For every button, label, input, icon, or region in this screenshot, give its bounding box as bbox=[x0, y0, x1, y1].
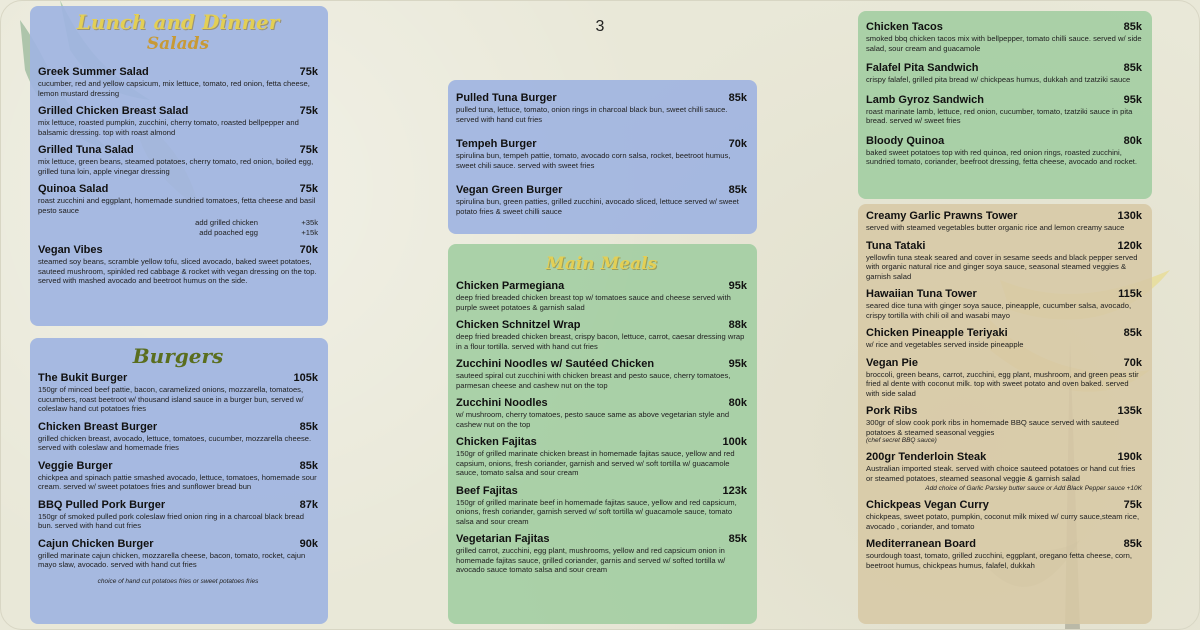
item-description: deep fried breaded chicken breast, crispy bacon, lettuce, carrot, caesar dressing wrap in a flour tortilla. served with hand cut fries bbox=[456, 332, 745, 351]
item-price: 70k bbox=[299, 244, 318, 256]
lunch-dinner-title: Lunch and Dinner bbox=[76, 10, 280, 34]
burgers-heading: Burgers bbox=[132, 344, 224, 368]
item-price: 130k bbox=[1117, 210, 1142, 222]
item-description: w/ rice and vegetables served inside pineapple bbox=[866, 340, 1024, 349]
item-name: Grilled Tuna Salad bbox=[38, 144, 134, 156]
item-price: 75k bbox=[299, 105, 318, 117]
item-description: roast marinate lamb, lettuce, red onion, cucumber, tomato, tzatziki sauce in pita bread. served w/ sweet fries bbox=[866, 106, 1133, 125]
item-description: Australian imported steak. served with choice sauteed potatoes or hand cut fries or steamed potatoes, steamed seasonal veggie & garnish salad bbox=[866, 464, 1136, 483]
item-name: Chicken Tacos bbox=[866, 21, 943, 33]
item-price: 90k bbox=[299, 537, 318, 550]
item-name: Hawaiian Tuna Tower bbox=[866, 288, 977, 300]
item-description: deep fried breaded chicken breast top w/ tomatoes sauce and cheese served with purple sweet potatoes & garnish salad bbox=[456, 293, 731, 312]
item-description: crispy falafel, grilled pita bread w/ chickpeas humus, dukkah and tzatziki sauce bbox=[866, 75, 1131, 84]
item-description: 150gr of smoked pulled pork coleslaw fried onion ring in a charcoal black bread bun. served with hand cut fries bbox=[38, 511, 304, 530]
item-price: 85k bbox=[1123, 538, 1142, 550]
item-price: 95k bbox=[1123, 93, 1142, 106]
item-name: Vegan Vibes bbox=[38, 244, 103, 256]
item-description: chickpeas, sweet potato, pumpkin, coconut milk mixed w/ curry sauce,steam rice, avocado , coriander, and tomato bbox=[866, 512, 1140, 531]
salads-heading: Salads bbox=[146, 34, 210, 54]
item-name: Bloody Quinoa bbox=[866, 134, 945, 147]
item-description: 150gr of minced beef pattie, bacon, caramelized onions, mozzarella, tomatoes, cucumbers, roast beetroot w/ thousand island sauce in a burger bun, served w/ coleslaw hand cut potatoes fries bbox=[38, 385, 304, 413]
item-name: Cajun Chicken Burger bbox=[38, 537, 154, 550]
item-price: 95k bbox=[728, 358, 747, 370]
item-name: Chicken Parmegiana bbox=[456, 280, 565, 292]
addon-price: +15k bbox=[301, 227, 318, 237]
item-name: Vegan Pie bbox=[866, 356, 918, 369]
item-price: 70k bbox=[728, 138, 747, 150]
item-price: 95k bbox=[728, 280, 747, 292]
item-description: spirulina bun, tempeh pattie, tomato, avocado corn salsa, rocket, beetroot humus, sweet chili sauce. served with sweet fries bbox=[456, 151, 731, 170]
item-price: 75k bbox=[299, 183, 318, 195]
item-note: (chef secret BBQ sauce) bbox=[866, 437, 937, 444]
item-price: 85k bbox=[728, 92, 747, 104]
item-name: Lamb Gyroz Sandwich bbox=[866, 93, 984, 106]
item-description: pulled tuna, lettuce, tomato, onion rings in charcoal black bun, sweet chilli sauce. served with hand cut fries bbox=[456, 105, 728, 124]
item-description: chickpea and spinach pattie smashed avocado, lettuce, tomatoes, homemade sour cream. served w/ sweet potatoes fries and sunflower bread bun bbox=[38, 472, 317, 491]
item-name: Beef Fajitas bbox=[456, 484, 518, 497]
item-name: Chicken Fajitas bbox=[456, 436, 537, 448]
addon-label: add poached egg bbox=[199, 227, 258, 237]
item-price: 105k bbox=[293, 372, 318, 384]
item-name: Zucchini Noodles bbox=[456, 397, 548, 409]
item-name: Tuna Tataki bbox=[866, 239, 926, 252]
addon-label: add grilled chicken bbox=[195, 218, 258, 227]
item-price: 85k bbox=[728, 533, 747, 545]
item-price: 75k bbox=[299, 144, 318, 156]
item-price: 87k bbox=[299, 498, 318, 511]
item-price: 80k bbox=[1123, 134, 1142, 147]
item-name: Chickpeas Vegan Curry bbox=[866, 499, 989, 511]
item-price: 135k bbox=[1117, 405, 1142, 417]
item-description: cucumber, red and yellow capsicum, mix lettuce, tomato, red onion, fetta cheese, lemon mustard dressing bbox=[38, 79, 310, 98]
item-name: Zucchini Noodles w/ Sautéed Chicken bbox=[456, 358, 655, 370]
item-description: spirulina bun, green patties, grilled zucchini, avocado sliced, lettuce served w/ sweet potato fries & sweet chilli sauce bbox=[456, 197, 739, 216]
item-name: BBQ Pulled Pork Burger bbox=[38, 498, 166, 511]
item-price: 75k bbox=[299, 66, 318, 78]
item-name: 200gr Tenderloin Steak bbox=[866, 451, 987, 463]
item-price: 85k bbox=[299, 459, 318, 472]
item-description: 150gr of grilled marinate chicken breast in homemade fajitas sauce, yellow and red capsium, onions, fresh coriander, garnish and served w/ soft tortilla w/ guacamole sauce, tomato salsa and sour cream bbox=[456, 449, 735, 477]
item-description: sourdough toast, tomato, grilled zucchini, eggplant, oregano fetta cheese, corn, beetroot humus, chickpeas humus, falafel, dukkah bbox=[866, 551, 1132, 570]
item-price: 70k bbox=[1123, 356, 1142, 369]
main-meals-heading: Main Meals bbox=[545, 254, 658, 274]
item-name: Chicken Schnitzel Wrap bbox=[456, 319, 581, 331]
item-price: 80k bbox=[728, 397, 747, 409]
item-description: 150gr of grilled marinate beef in homemade fajitas sauce, yellow and red capsicum, onions, fresh coriander, garnish served w/ soft tortilla w/ guacamole sauce, tomato salsa and sour cream bbox=[456, 497, 737, 526]
item-note: Add choice of Garlic Parsley butter sauce or Add Black Pepper sauce +10K bbox=[925, 485, 1142, 492]
item-price: 85k bbox=[1123, 62, 1142, 74]
item-price: 115k bbox=[1118, 288, 1142, 300]
page-number: 3 bbox=[595, 18, 605, 35]
item-name: Chicken Breast Burger bbox=[38, 420, 158, 433]
item-price: 85k bbox=[299, 420, 318, 433]
item-name: Vegan Green Burger bbox=[456, 184, 563, 196]
item-name: The Bukit Burger bbox=[38, 372, 128, 384]
item-description: 300gr of slow cook pork ribs in homemade BBQ sauce served with sauteed potatoes & steamed seasonal veggies bbox=[866, 418, 1119, 437]
item-price: 85k bbox=[1123, 327, 1142, 339]
item-description: steamed soy beans, scramble yellow tofu, sliced avocado, baked sweet potatoes, sauteed mushroom, spinkled red cabbage & rocket with vegan dressing on the top. served with mashed avocado and beetroot humus on the side. bbox=[38, 257, 317, 285]
item-description: roast zucchini and eggplant, homemade sundried tomatoes, fetta cheese and basil pesto sauce bbox=[38, 196, 316, 215]
item-description: sauteed spiral cut zucchini with chicken breast and pesto sauce, cherry tomatoes, parmesan cheese and cashew nut on the top bbox=[456, 371, 731, 390]
item-name: Creamy Garlic Prawns Tower bbox=[866, 210, 1018, 222]
item-price: 123k bbox=[722, 484, 747, 497]
item-description: grilled chicken breast, avocado, lettuce, tomatoes, cucumber, mozzarella cheese. served with coleslaw and homemade fries bbox=[38, 433, 312, 452]
item-price: 190k bbox=[1117, 451, 1142, 463]
item-description: mix lettuce, green beans, steamed potatoes, cherry tomato, red onion, boiled egg, grilled tuna loin, apple vinegar dressing bbox=[38, 157, 314, 176]
item-price: 85k bbox=[1123, 21, 1142, 33]
item-description: grilled carrot, zucchini, egg plant, mushrooms, yellow and red capsicum onion in homemade fajitas sauce, grilled coriander, garnis and served w/ softed tortilla w/ avocado sauce tomato salsa and sour cream bbox=[456, 546, 726, 574]
burgers-footnote: choice of hand cut potatoes fries or sweet potatoes fries bbox=[97, 577, 259, 585]
item-description: yellowfin tuna steak seared and cover in sesame seeds and black pepper served with organic natural rice and ginger soya sauce, seasonal steamed veggies & garnish salad bbox=[866, 252, 1138, 281]
item-description: seared dice tuna with ginger soya sauce, pineapple, cucumber salsa, avocado, crispy tortilla with chili oil and wasabi mayo bbox=[866, 301, 1132, 320]
item-name: Pork Ribs bbox=[866, 405, 918, 417]
item-name: Chicken Pineapple Teriyaki bbox=[866, 327, 1008, 339]
item-name: Tempeh Burger bbox=[456, 138, 537, 150]
item-description: broccoli, green beans, carrot, zucchini, egg plant, mushroom, and green peas stir fried al dente with coconut milk. top with sweet potato and oven baked. served with side salad bbox=[866, 369, 1139, 398]
addon-price: +35k bbox=[301, 218, 318, 227]
item-name: Grilled Chicken Breast Salad bbox=[38, 105, 189, 117]
item-description: grilled marinate cajun chicken, mozzarella cheese, bacon, tomato, rocket, cajun mayo slaw, avocado. served with hand cut fries bbox=[38, 550, 306, 569]
item-price: 88k bbox=[728, 319, 747, 331]
item-name: Mediterranean Board bbox=[866, 538, 977, 550]
item-price: 85k bbox=[728, 184, 747, 196]
item-description: w/ mushroom, cherry tomatoes, pesto sauce same as above vegetarian style and cashew nut on the top bbox=[456, 410, 730, 429]
item-price: 100k bbox=[722, 436, 747, 448]
item-name: Quinoa Salad bbox=[38, 183, 109, 195]
item-price: 75k bbox=[1123, 499, 1142, 511]
item-description: mix lettuce, roasted pumpkin, zucchini, cherry tomato, roasted bellpepper and balsamic dressing. top with roast almond bbox=[38, 118, 299, 137]
item-name: Vegetarian Fajitas bbox=[456, 533, 550, 545]
item-description: served with steamed vegetables butter organic rice and lemon creamy sauce bbox=[866, 223, 1125, 232]
item-name: Falafel Pita Sandwich bbox=[866, 62, 979, 74]
item-description: baked sweet potatoes top with red quinoa, red onion rings, roasted zucchini, sundried tomato, coriander, beefroot dressing, fetta cheese, avocado and rocket. bbox=[866, 147, 1138, 166]
item-name: Veggie Burger bbox=[38, 459, 113, 472]
item-name: Greek Summer Salad bbox=[38, 66, 149, 78]
item-price: 120k bbox=[1117, 239, 1142, 252]
item-description: smoked bbq chicken tacos mix with bellpepper, tomato chilli sauce. served w/ side salad, sour cream and guacamole bbox=[866, 34, 1142, 53]
item-name: Pulled Tuna Burger bbox=[456, 92, 557, 104]
